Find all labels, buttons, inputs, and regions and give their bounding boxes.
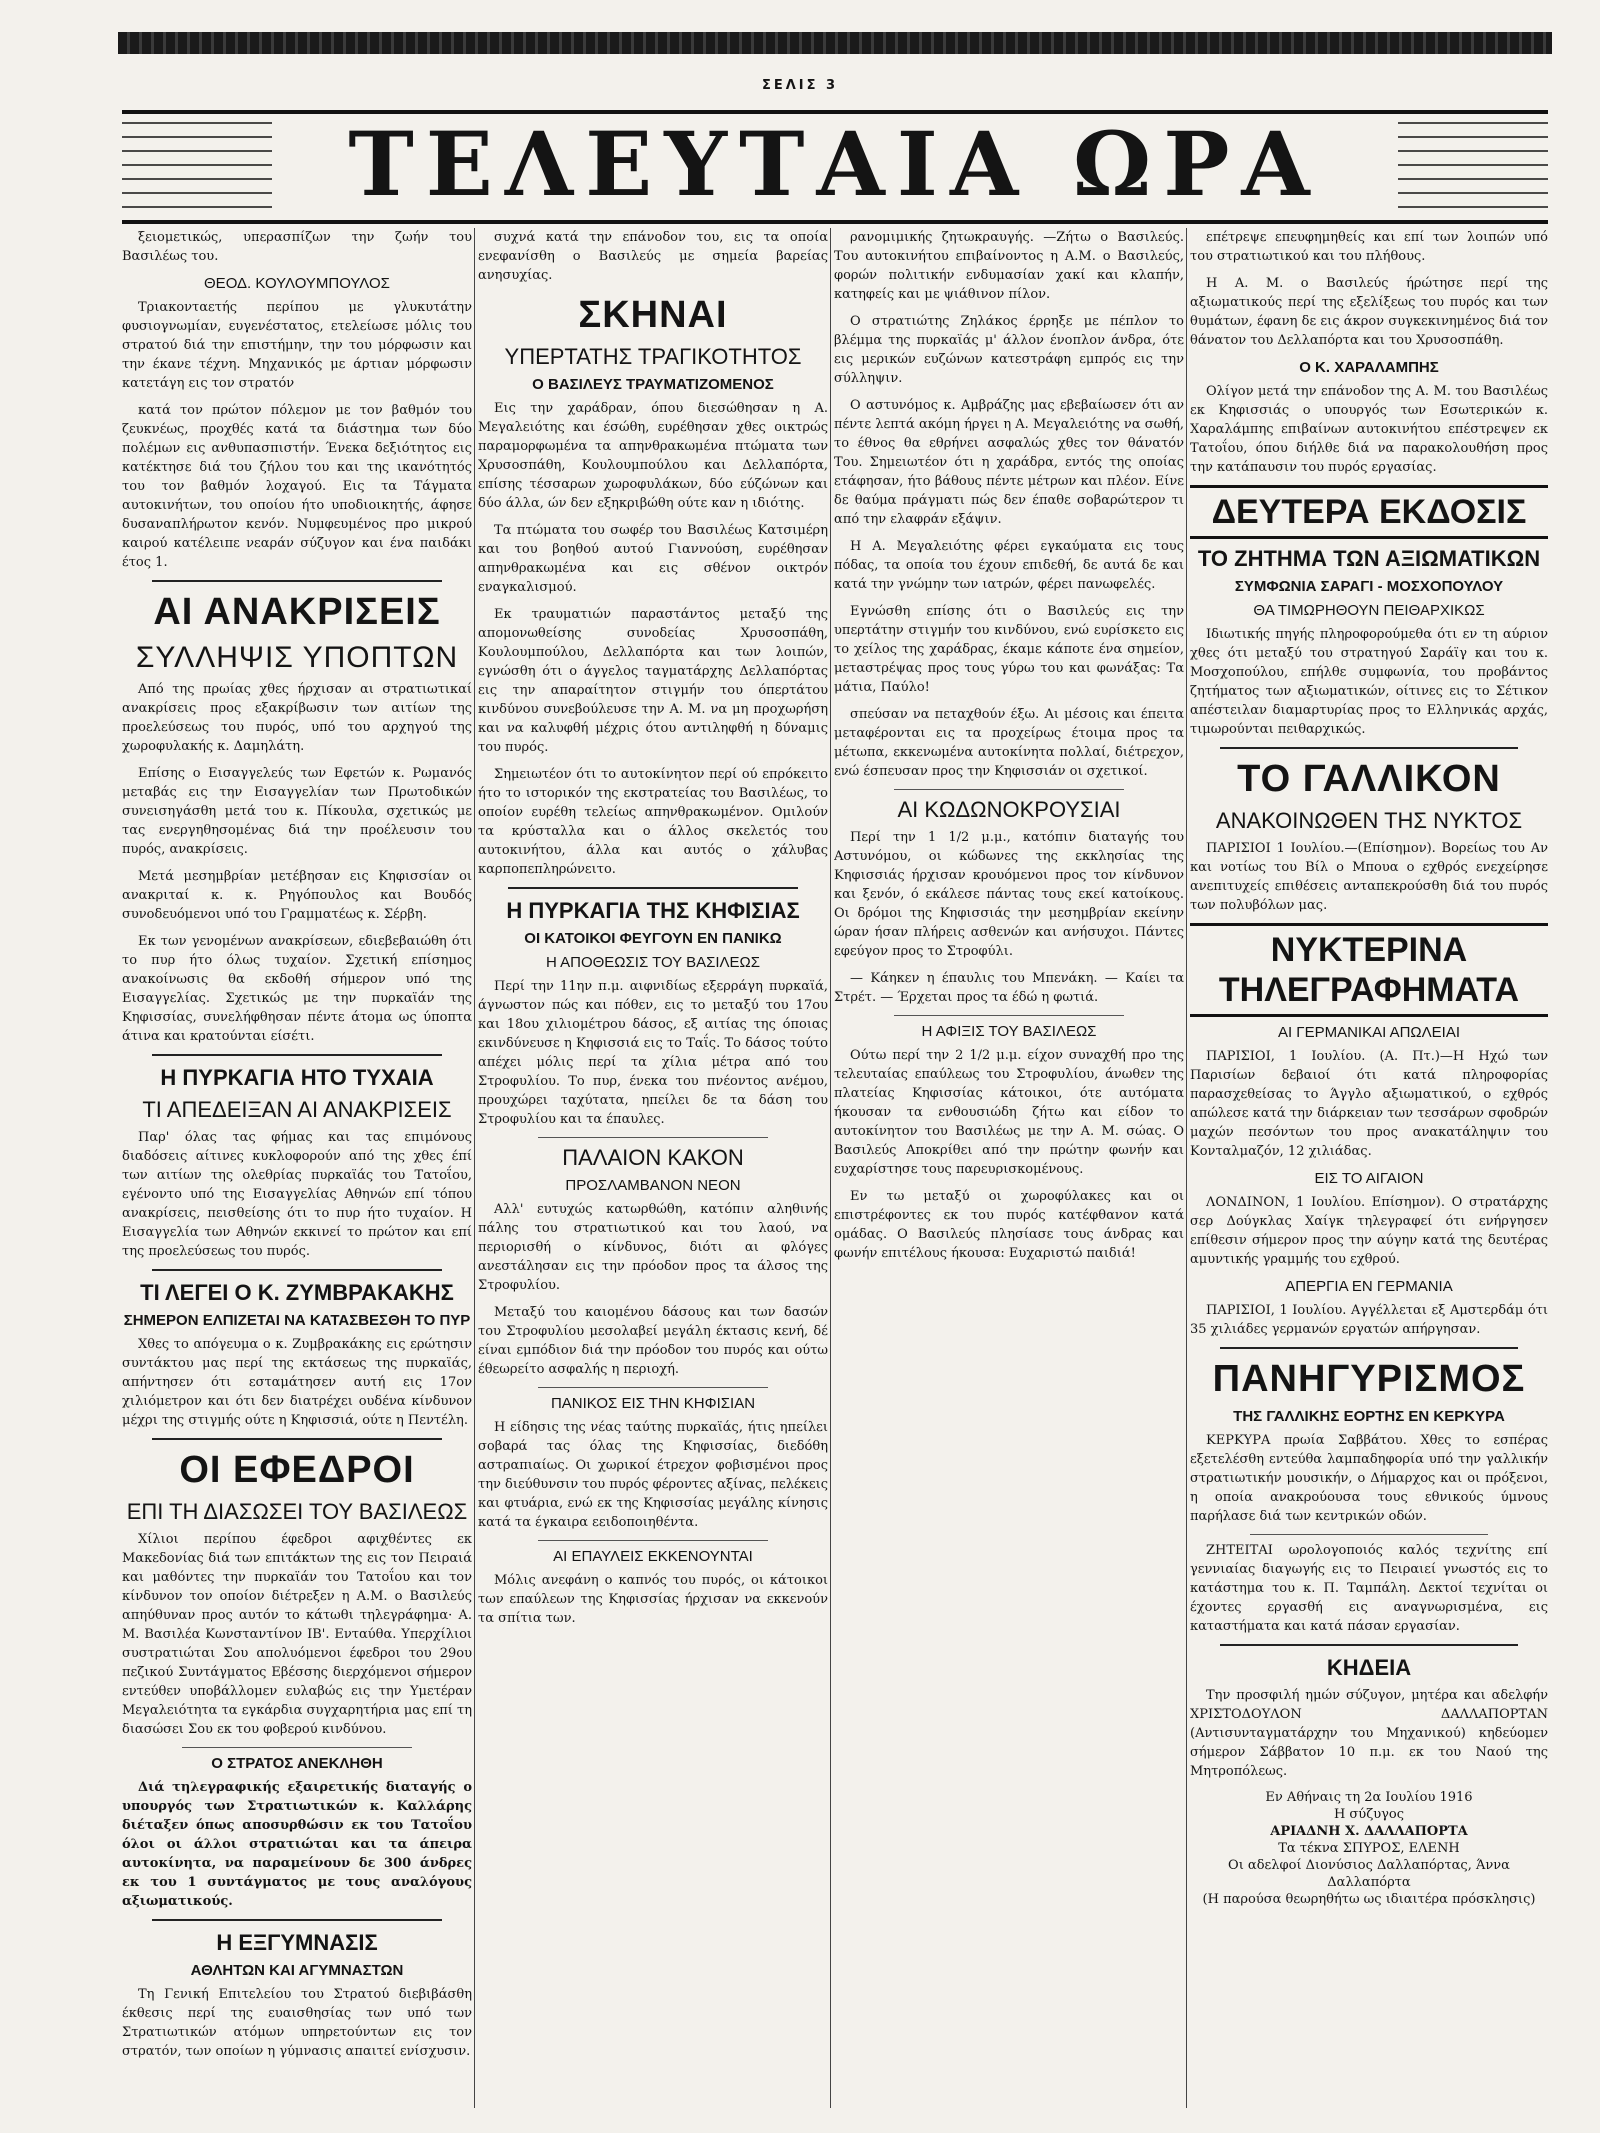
column-2: [478, 228, 828, 2108]
headline: ΑΙ ΓΕΡΜΑΝΙΚΑΙ ΑΠΩΛΕΙΑΙ: [1277, 1024, 1461, 1041]
banner-headline: ΝΥΚΤΕΡΙΝΑ ΤΗΛΕΓΡΑΦΗΜΑΤΑ: [1190, 923, 1548, 1017]
funeral-note: (Η παρούσα θεωρηθήτω ως ιδιαιτέρα πρόσκλησις): [1202, 1892, 1536, 1907]
divider: [152, 1269, 442, 1271]
divider: [538, 1540, 768, 1541]
headline: ΠΑΝΙΚΟΣ ΕΙΣ ΤΗΝ ΚΗΦΙΣΙΑΝ: [550, 1395, 756, 1412]
article-text: Εις την χαράδραν, όπου διεσώθησαν η Α. Μεγαλειότης και έσώθη, ευρέθησαν χθες οικτρώς παραμορφωμένα τα απηνθρακωμένα πτώματα των Χρυσοσπάθη, Κουλουμπούλου και Δελλαπόρτα, επίσης τέσσαρων χωροφυλάκων, δύο εύζώνων και δύο άλλα, ών δεν εξηκριβώθη ούτε καν η ιδιότης.: [478, 401, 828, 511]
funeral-notice: Την προσφιλή ημών σύζυγον, μητέρα και αδελφήν ΧΡΙΣΤΟΔΟΥΛΟΝ ΔΑΛΛΑΠΟΡΤΑΝ (Αντισυνταγματάρχην του Μηχανικού) κηδεύομεν σήμερον Σάββατον 10 π.μ. εκ του Ναού της Μητροπόλεως.: [1190, 1688, 1548, 1779]
article-text: Περί την 1 1/2 μ.μ., κατόπιν διαταγής του Αστυνόμου, οι κώδωνες της εκκλησίας της Κηφισσιάς ήρχισαν κρουόμενοι προς τον κίνδυνον και ξενόν, ό εκάλεσε πάντας τους εκεί κατοίκους. Οι δρόμοι της Κηφισσιάς την μεσημβρίαν εκείνην ώραν ήσαν πλήρεις ασθενών και ανήσυχοι. Πάντες εφεύγον προς το Στροφύλι.: [834, 830, 1184, 959]
headline: Ο ΣΤΡΑΤΟΣ ΑΝΕΚΛΗΘΗ: [211, 1755, 383, 1772]
headline: Η ΑΦΙΞΙΣ ΤΟΥ ΒΑΣΙΛΕΩΣ: [921, 1023, 1097, 1040]
column-4: [1190, 228, 1548, 2108]
article-text: Παρ' όλας τας φήμας και τας επιμόνους διαδόσεις αίτινες κυκλοφορούν από της χθες έπί των αιτίων της ολεθρίας πυρκαϊάς του Τατοΐου, εγένοντο υπό της Εισαγγελίας Αθηνών επί τόπου ανακρίσεις, πεισθείσης ότι το πυρ ήτο τυχαίον. Η Εισαγγελία των Αθηνών εκκινεί το πρώτον και επί της προελεύσεως του πυρός.: [122, 1130, 472, 1259]
article-text: Από της πρωίας χθες ήρχισαν αι στρατιωτικαί ανακρίσεις προς εξακρίβωσιν των αιτίων της προελεύσεως του πυρός, υπό του αρχηγού της χωροφυλακής κ. Δαμηλάτη.: [122, 682, 472, 754]
banner-headline: ΔΕΥΤΕΡΑ ΕΚΔΟΣΙΣ: [1190, 485, 1548, 539]
subheadline: ΕΠΙ ΤΗ ΔΙΑΣΩΣΕΙ ΤΟΥ ΒΑΣΙΛΕΩΣ: [126, 1499, 468, 1524]
article-text: Αλλ' ευτυχώς κατωρθώθη, κατόπιν αληθινής πάλης του στρατιωτικού και του λαού, να περιορισθή ο κίνδυνος, διότι αι φλόγες ανεστάλησαν εις την πρόοδον προς τα άλσος της Στροφυλίου.: [478, 1202, 828, 1293]
subheadline: ΑΝΑΚΟΙΝΩΘΕΝ ΤΗΣ ΝΥΚΤΟΣ: [1215, 808, 1523, 833]
subheadline: ΥΠΕΡΤΑΤΗΣ ΤΡΑΓΙΚΟΤΗΤΟΣ: [504, 344, 802, 369]
subheadline: ΤΗΣ ΓΑΛΛΙΚΗΣ ΕΟΡΤΗΣ ΕΝ ΚΕΡΚΥΡΑ: [1233, 1408, 1505, 1425]
column-rule-3: [1186, 228, 1187, 2108]
article-text: ΛΟΝΔΙΝΟΝ, 1 Ιουλίου. Επίσημον). Ο στρατάρχης σερ Δούγκλας Χαίγκ τηλεγραφεί ότι ενήργησεν επίθεσιν σήμερον προς την αύγην κατά της δευτέρας αμυντικής γραμμής του εχθρού.: [1190, 1195, 1548, 1267]
article-text: Ούτω περί την 2 1/2 μ.μ. είχον συναχθή προ της τελευταίας επαύλεως του Στροφυλίου, άνωθεν της πλατείας Κηφισσίας κάτοικοι, ότε αυτόματα ήκουσαν τα ενθουσιώδη ζήτω και είδον το αυτοκίνητον του Βασιλέως με την Α. Μ. σώας. Ο Βασιλεύς Αποκρίθει από την πρώτην φωνήν και ευχαρίστησε τους παρευρισκομένους.: [834, 1048, 1184, 1177]
divider: [538, 1387, 768, 1388]
headline: ΠΑΛΑΙΟΝ ΚΑΚΟΝ: [562, 1145, 744, 1170]
article-text: Εν τω μεταξύ οι χωροφύλακες και οι επιστρέφοντες εκ του πυρός κατέφθανον κατά ομάδας. Ο Βασιλεύς πλησίασε τους άνδρας και φωνήν επιτέλους ήκουσα: Ευχαριστώ παιδιά!: [834, 1189, 1184, 1261]
article-text: Επίσης ο Εισαγγελεύς των Εφετών κ. Ρωμανός μεταβάς εις την Εισαγγελίαν των Πρωτοδικών συνεισηγάσθη μετά του κ. Πίκουλα, σχετικώς με τας ενεργηθησομένας διά την προέλευσιν του πυρός, ανακρίσεις.: [122, 766, 472, 857]
article-text: Ιδιωτικής πηγής πληροφορούμεθα ότι εν τη αύριον χθες ότι μεταξύ του στρατηγού Σαράϊγ και του κ. Μοσχοπούλου, επήλθε συμφωνία, του προβάντος ζητήματος των αξιωματικών, οίτινες εις το Σέτικον απέστειλαν διαμαρτυρίας προς το Ελληνικάς αρχάς, τιμωρούνται πειθαρχικώς.: [1190, 627, 1548, 737]
article-text: σπεύσαν να πεταχθούν έξω. Αι μέσοις και έπειτα μεταφέρονται εις τα προχείρως έτοιμα προς τα μέτωπα, εκκενωμένα αυτοκίνητα πολλαί, διέτρεχον, ενώ έσπευσαν προς την Κηφισσιάν οι σχετικοί.: [834, 707, 1184, 779]
headline: ΑΙ ΕΠΑΥΛΕΙΣ ΕΚΚΕΝΟΥΝΤΑΙ: [553, 1548, 753, 1565]
article-text: Εκ των γενομένων ανακρίσεων, εδιεβεβαιώθη ότι το πυρ ήτο όλως τυχαίον. Σχετική επίσημος ανακοίνωσις θα εκδοθή σήμερον υπό της Εισαγγελίας. Σχετικώς με την πυρκαϊάν της Κηφισσίας, συνελήφθησαν πέντε άτομα ως ύποπτα άτινα και κρατούνται είσέτι.: [122, 934, 472, 1044]
article-text: Διά τηλεγραφικής εξαιρετικής διαταγής ο υπουργός των Στρατιωτικών κ. Καλλάρης διέταξεν όπως αποσυρθώσιν εκ του Τατοΐου όλοι οι άλλοι στρατιώται και τα άπειρα αυτοκίνητα, να παραμείνουν δε 300 άνδρες εκ του 1 συντάγματος με τους αναλόγους αξιωματικούς.: [122, 1780, 472, 1909]
article-text: Σημειωτέον ότι το αυτοκίνητον περί ού επρόκειτο ήτο το ιστορικόν της εκστρατείας του Βασιλέως, το οποίον ευρέθη τελείως απηνθρακωμένον. Ομιλούν τα κρύσταλλα και ο άλλος σκελετός του αυτοκινήτου, άλλα και αυτός ο χάλυβας καρποπεπληρώνειτο.: [478, 767, 828, 877]
column-rule-2: [830, 228, 831, 2108]
funeral-signature: Οι αδελφοί Διονύσιος Δαλλαπόρτας, Άννα Δαλλαπόρτα: [1228, 1858, 1510, 1890]
subheadline: ΘΑ ΤΙΜΩΡΗΘΟΥΝ ΠΕΙΘΑΡΧΙΚΩΣ: [1253, 602, 1485, 619]
headline: ΚΗΔΕΙΑ: [1326, 1655, 1412, 1680]
subheadline: ΤΙ ΑΠΕΔΕΙΞΑΝ ΑΙ ΑΝΑΚΡΙΣΕΙΣ: [142, 1097, 452, 1122]
headline: ΠΑΝΗΓΥΡΙΣΜΟΣ: [1212, 1358, 1526, 1400]
article-text: Τη Γενική Επιτελείου του Στρατού διεβιβάσθη έκθεσις περί της ευαισθησίας των υπό των Στρατιωτικών ατόμων υπηρετούντων εις τον στρατόν, των οποίων η γύμνασις απαιτεί ενίσχυσιν.: [122, 1987, 472, 2059]
article-text: Η Α. Μεγαλειότης φέρει εγκαύματα εις τους πόδας, τα οποία του έχουν επιδεθή, δε αυτά δε και κατά την γνώμην των ιατρών, φέρει πανωφελές.: [834, 539, 1184, 592]
subheadline: ΑΘΛΗΤΩΝ ΚΑΙ ΑΓΥΜΝΑΣΤΩΝ: [190, 1962, 404, 1979]
headline: Ο Κ. ΧΑΡΑΛΑΜΠΗΣ: [1299, 359, 1439, 376]
subheadline: ΟΙ ΚΑΤΟΙΚΟΙ ΦΕΥΓΟΥΝ ΕΝ ΠΑΝΙΚΩ: [524, 930, 782, 947]
divider: [1250, 1534, 1488, 1535]
article-text: Ο στρατιώτης Ζηλάκος έρρηξε με πέπλον το βλέμμα της πυρκαϊάς μ' άλλον ένοπλον άνδρα, ότε εις μερικών ευζώνων κατεστράφη εμπρός εις την σύλληψιν.: [834, 314, 1184, 386]
article-text: συχνά κατά την επάνοδον του, εις τα οποία ενεφανίσθη ο Βασιλεύς με σημεία βαρείας ανησυχίας.: [478, 230, 828, 283]
article-text: Ολίγον μετά την επάνοδον της Α. Μ. του Βασιλέως εκ Κηφισσιάς ο υπουργός των Εσωτερικών κ. Χαραλάμπης επιβαίνων αυτοκινήτου επέστρεψεν εκ Τατοΐου, όπου διήλθε διά να παρακολουθήση προς την κατάπαυσιν του πυρός εργασίας.: [1190, 384, 1548, 475]
divider: [182, 1747, 412, 1748]
classified-ad: ΖΗΤΕΙΤΑΙ ωρολογοποιός καλός τεχνίτης επί γεννιαίας διαγωγής εις το Πειραιεί γνωστός εις το κατάστημα του κ. Π. Ταμπάλη. Δεκτοί τεχνίται οι έχοντες εργασθή εις αναγνωρισμένα, εις καταστήματα και κατά πάσαν εργασίαν.: [1190, 1543, 1548, 1634]
article-text: ΚΕΡΚΥΡΑ πρωία Σαββάτου. Χθες το εσπέρας εξετελέσθη εντεύθα λαμπαδηφορία υπό την γαλλικήν στρατιωτικήν μουσικήν, ο Δήμαρχος και οι πρόξενοι, η οποία ανακρούουσα τους εθνικούς ύμνους παρήλασε διά των κεντρικών οδών.: [1190, 1433, 1548, 1524]
divider: [508, 887, 798, 889]
subheadline: Η ΑΠΟΘΕΩΣΙΣ ΤΟΥ ΒΑΣΙΛΕΩΣ: [545, 954, 761, 971]
article-text: Εγνώσθη επίσης ότι ο Βασιλεύς εις την υπερτάτην στιγμήν του κινδύνου, ενώ ευρίσκετο εις το χείλος της χαράδρας, έκαμε κάποτε ένα σημείον, μεταστρέψας προς τους γύρω του και φωνάξας: Τα μάτια, Παύλο!: [834, 604, 1184, 695]
funeral-signature: ΑΡΙΑΔΝΗ Χ. ΔΑΛΛΑΠΟΡΤΑ: [1270, 1824, 1468, 1839]
article-text: Τριακονταετής περίπου με γλυκυτάτην φυσιογνωμίαν, ευγενέστατος, ετελείωσε μόλις του στρατού διά την επιστήμην, την του μόρφωσιν και την έκανε τέχνη. Μηχανικός με άρτιαν μόρφωσιν κατετάγη εις τον στρατόν: [122, 300, 472, 391]
divider: [152, 1054, 442, 1056]
headline: ΤΟ ΖΗΤΗΜΑ ΤΩΝ ΑΞΙΩΜΑΤΙΚΩΝ: [1197, 546, 1541, 571]
article-text: Τα πτώματα του σωφέρ του Βασιλέως Κατσιμέρη και του βοηθού αυτού Γιαννούση, ευρέθησαν απηνθρακωμένα και εις σθένον οικτρόν εναγκαλισμού.: [478, 523, 828, 595]
funeral-signature: Τα τέκνα ΣΠΥΡΟΣ, ΕΛΕΝΗ: [1278, 1841, 1460, 1856]
masthead-title: ΤΕΛΕΥΤΑΙΑ ΩΡΑ: [348, 112, 1322, 216]
page-number: ΣΕΛΙΣ 3: [761, 78, 839, 93]
article-text: Ο αστυνόμος κ. Αμβράζης μας εβεβαίωσεν ότι αν πέντε λεπτά ακόμη ήργει η Α. Μεγαλειότης να σωθή, το έθνος θα εθρήνει ασφαλώς χθες τον θάνατόν Του. Σημειωτέον ότι η χαράδρα, εντός της οποίας ετάφησαν, ήτο βάθους πέντε μέτρων και πλέον. Είνε δε θαύμα πράγματι πώς δεν έπαθε σοβαρώτερον τι από την ελαφράν εξάψιν.: [834, 398, 1184, 527]
headline: ΑΠΕΡΓΙΑ ΕΝ ΓΕΡΜΑΝΙΑ: [1285, 1278, 1453, 1295]
headline: ΕΙΣ ΤΟ ΑΙΓΑΙΟΝ: [1314, 1170, 1424, 1187]
headline: ΑΙ ΚΩΔΩΝΟΚΡΟΥΣΙΑΙ: [897, 797, 1121, 822]
byline: ΘΕΟΔ. ΚΟΥΛΟΥΜΠΟΥΛΟΣ: [204, 275, 390, 292]
decorative-flourish-right: [1398, 122, 1548, 208]
subheadline: ΣΥΜΦΩΝΙΑ ΣΑΡΑΓΙ - ΜΟΣΧΟΠΟΥΛΟΥ: [1234, 578, 1504, 595]
divider: [894, 789, 1124, 790]
article-text: Μεταξύ του καιομένου δάσους και των δασών του Στροφυλίου μεσολαβεί μεγάλη έκτασις κενή, δέ είναι εμπόδιον διά την πρόοδον του πυρός και ούτω έθεωρείτο ασφαλής η περιοχή.: [478, 1305, 828, 1377]
divider: [152, 1438, 442, 1440]
article-text: Χίλιοι περίπου έφεδροι αφιχθέντες εκ Μακεδονίας διά των επιτάκτων της εις τον Πειραιά και μαθόντες την πυρκαϊάν του Τατοΐου και τον κίνδυνον τον οποίον διέτρεξεν η Α.Μ. ο Βασιλεύς απηύθυναν προς αυτόν το κάτωθι τηλεγράφημα· Α. Μ. Βασιλέα Κωνσταντίνον ΙΒ'. Ενταύθα. Υπερχίλιοι συστρατιώται Σου απολυόμενοι έφεδροι του 29ου πεζικού Συντάγματος Εβέσσης διερχόμενοι σήμερον εντεύθεν υποβάλλομεν ευλαβώς εις την Υμετέραν Μεγαλειότητα τα εγκάρδια συγχαρητήρια μας επί τη διασώσει Σου εκ του φοβερού κινδύνου.: [122, 1532, 472, 1737]
article-text: ΠΑΡΙΣΙΟΙ, 1 Ιουλίου. (Α. Πτ.)—Η Ηχώ των Παρισίων δεβαιοί ότι κατά πληροφορίας παρασχεθείσας το Άγγλο αξιωματικού, ο εχθρός απώλεσε κατά την διάρκειαν των τεσσάρων σφοδρών μαχών πεσόντων του προς ανακατάληψιν του Κονταλμαζόν, 12 χιλιάδας.: [1190, 1049, 1548, 1159]
article-text: κατά τον πρώτον πόλεμον με τον βαθμόν του ζευκνέως, προχθές κατά τα διάστημα των δύο πολέμων εις ανθυπασπιστήν. Ένεκα δεξιότητος εις κατέκτησε διά του ζήλου του και της ικανότητός του τον βαθμόν λοχαγού. Εις τα Τάγματα αυτοκινήτων, του οποίου ήτο υποδιοικητής, άφησε δυσαναπλήρωτον κενόν. Νυμφευμένος προ μικρού καιρού κατέλειπε νεαράν σύζυγον και ένα παιδάκι έτος 1.: [122, 403, 472, 570]
divider: [894, 1015, 1124, 1016]
article-text: ρανομιμικής ζητωκραυγής. —Ζήτω ο Βασιλεύς. Του αυτοκινήτου επιβαίνοντος η Α.Μ. ο Βασιλεύς, φορών πολιτικήν ενδυμασίαν χακί και κλαπήν, κατηφείς και με ψιάθινον πίλον.: [834, 230, 1184, 302]
headline: ΤΙ ΛΕΓΕΙ Ο Κ. ΖΥΜΒΡΑΚΑΚΗΣ: [140, 1280, 454, 1305]
top-border-band: [118, 32, 1552, 54]
divider: [152, 580, 442, 582]
headline: Η ΕΞΓΥΜΝΑΣΙΣ: [216, 1930, 378, 1955]
article-text: Περί την 11ην π.μ. αιφνιδίως εξερράγη πυρκαϊά, άγνωστον πώς και πόθεν, εις το μεταξύ του 17ου και 18ου χιλιομέτρου δάσος, εξ αιτίας της όποιας εκινδύνευσε η Κηφισσιά εις το Ταΐς. Το δάσος τούτο απέχει μόλις περί τα χίλια μέτρα από του Στροφυλίου. Το πυρ, ένεκα του πνέοντος ανέμου, προυχώρει ταχύτατα, ηπείλει δε τα δάση του Στροφυλίου και τα έπαυλες.: [478, 979, 828, 1127]
article-text: Μετά μεσημβρίαν μετέβησαν εις Κηφισσίαν οι ανακριταί κ. κ. Ρηγόπουλος και Βουδός συνοδευόμενοι υπό του Γραμματέως κ. Σέρβη.: [122, 869, 472, 922]
divider: [152, 1919, 442, 1921]
headline: ΤΟ ΓΑΛΛΙΚΟΝ: [1237, 758, 1501, 800]
article-text: Η Α. Μ. ο Βασιλεύς ήρώτησε περί της αξιωματικούς περί της εξελίξεως του πυρός και των θυμάτων, έφανη δε εις άκρον συγκεκινημένος διά τον θάνατον του Δελλαπόρτα και του Χρυσοσπάθη.: [1190, 276, 1548, 348]
subheadline: Ο ΒΑΣΙΛΕΥΣ ΤΡΑΥΜΑΤΙΖΟΜΕΝΟΣ: [532, 376, 774, 393]
headline: Η ΠΥΡΚΑΓΙΑ ΤΗΣ ΚΗΦΙΣΙΑΣ: [506, 898, 800, 923]
subheadline: ΣΥΛΛΗΨΙΣ ΥΠΟΠΤΩΝ: [135, 641, 459, 674]
article-text: — Κάηκεν η έπαυλις του Μπενάκη. — Καίει τα Στρέτ. — Έρχεται προς τα έδώ η φωτιά.: [834, 971, 1184, 1005]
decorative-flourish-left: [122, 122, 272, 208]
article-text: ΠΑΡΙΣΙΟΙ 1 Ιουλίου.—(Επίσημον). Βορείως του Αν και νοτίως του Βίλ ο Μπουα ο εχθρός ενεχείρησε ανεπιτυχείς επιθέσεις ανταπεκρούσθη διά του πυρός των πολυβόλων μας.: [1190, 841, 1548, 913]
column-3: [834, 228, 1184, 2108]
headline: ΣΚΗΝΑΙ: [578, 294, 728, 336]
masthead: [122, 110, 1548, 224]
subheadline: ΣΗΜΕΡΟΝ ΕΛΠΙΖΕΤΑΙ ΝΑ ΚΑΤΑΣΒΕΣΘΗ ΤΟ ΠΥΡ: [123, 1312, 471, 1329]
article-text: Εκ τραυματιών παραστάντος μεταξύ της απομονωθείσης συνοδείας Χρυσοσπάθη, Κουλουμπούλου, Δελλαπόρτα και των λοιπών, εγνώσθη ότι ο άγγελος ταγματάρχης Δελλαπόρτας εις την απαραίτητον στιγμήν του όπερτάτου κινδύνου συνεβούλευσε την Α. Μ. να μη προχωρήση και να καλυφθή μέχρις ότου αντιληφθή η δύναμις του πυρός.: [478, 607, 828, 755]
article-text: Χθες το απόγευμα ο κ. Ζυμβρακάκης εις ερώτησιν συντάκτου μας περί της εκτάσεως της πυρκαϊάς, απήντησεν ότι εσταμάτησεν αυτή εις 17ον χιλιόμετρον και ότι δεν διατρέχει ουδένα κίνδυνον μέχρι της στιγμής ούτε η Κηφισσιά, ούτε η Πεντέλη.: [122, 1337, 472, 1428]
column-rule-1: [474, 228, 475, 2108]
article-text: ΠΑΡΙΣΙΟΙ, 1 Ιουλίου. Αγγέλλεται εξ Αμστερδάμ ότι 35 χιλιάδες γερμανών εργατών απήργησαν.: [1190, 1303, 1548, 1337]
divider: [1220, 1644, 1518, 1646]
funeral-date: Εν Αθήναις τη 2α Ιουλίου 1916: [1265, 1790, 1473, 1805]
article-text: Μόλις ανεφάνη ο καπνός του πυρός, οι κάτοικοι των επαύλεων της Κηφισσίας ήρχισαν να εκκενούν τα σπίτια των.: [478, 1573, 828, 1626]
funeral-signature: Η σύζυγος: [1333, 1807, 1405, 1822]
subheadline: ΠΡΟΣΛΑΜΒΑΝΟΝ ΝΕΟΝ: [565, 1177, 741, 1194]
divider: [1220, 1347, 1518, 1349]
headline: Η ΠΥΡΚΑΓΙΑ ΗΤΟ ΤΥΧΑΙΑ: [160, 1065, 434, 1090]
divider: [1220, 747, 1518, 749]
column-1: [122, 228, 472, 2108]
article-text: Η είδησις της νέας ταύτης πυρκαϊάς, ήτις ηπείλει σοβαρά τας όλας της Κηφισσίας, διεδόθη αστραπιαίως. Οι χωρικοί έτρεχον φοβισμένοι προς την διεύθυνσιν του πυρός φέροντες αξίνας, πελέκεις και φτυάρια, ενώ εκ της Κηφισσίας μεγάλης κίνησις κατά τα έγκαιρα εειδοποιηθέντα.: [478, 1420, 828, 1530]
divider: [538, 1137, 768, 1138]
article-text: επέτρεψε επευφημηθείς και επί των λοιπών υπό του στρατιωτικού και του πλήθους.: [1190, 230, 1548, 264]
headline: ΑΙ ΑΝΑΚΡΙΣΕΙΣ: [153, 591, 441, 633]
article-text: ξειομετικώς, υπερασπίζων την ζωήν του Βασιλέως του.: [122, 230, 472, 264]
headline: ΟΙ ΕΦΕΔΡΟΙ: [179, 1449, 415, 1491]
